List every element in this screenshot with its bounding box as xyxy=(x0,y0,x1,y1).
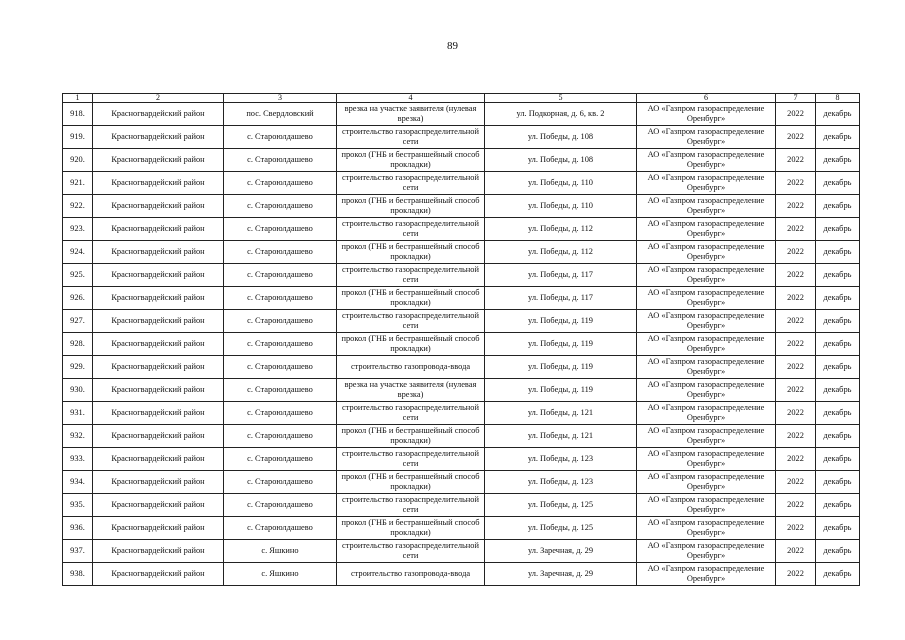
table-row xyxy=(63,195,860,218)
month-cell: декабрь xyxy=(816,126,860,149)
year-cell: 2022 xyxy=(776,402,816,425)
table-row xyxy=(63,310,860,333)
month-cell: декабрь xyxy=(816,517,860,540)
row-number: 919. xyxy=(63,126,93,149)
row-number: 934. xyxy=(63,471,93,494)
company-cell: АО «Газпром газораспределение Оренбург» xyxy=(637,149,776,172)
locality-cell: с. Староюлдашево xyxy=(224,517,337,540)
address-cell: ул. Победы, д. 108 xyxy=(485,126,637,149)
month-cell: декабрь xyxy=(816,172,860,195)
company-cell: АО «Газпром газораспределение Оренбург» xyxy=(637,379,776,402)
year-cell: 2022 xyxy=(776,287,816,310)
row-number: 936. xyxy=(63,517,93,540)
district-cell: Красногвардейский район xyxy=(93,540,224,563)
locality-cell: с. Яшкино xyxy=(224,540,337,563)
table-row xyxy=(63,241,860,264)
work-type-cell: прокол (ГНБ и бестраншейный способ прокладки) xyxy=(337,287,485,310)
address-cell: ул. Победы, д. 112 xyxy=(485,241,637,264)
year-cell: 2022 xyxy=(776,517,816,540)
month-cell: декабрь xyxy=(816,287,860,310)
year-cell: 2022 xyxy=(776,379,816,402)
row-number: 932. xyxy=(63,425,93,448)
locality-cell: с. Староюлдашево xyxy=(224,172,337,195)
work-type-cell: строительство газораспределительной сети xyxy=(337,494,485,517)
year-cell: 2022 xyxy=(776,425,816,448)
work-type-cell: врезка на участке заявителя (нулевая врезка) xyxy=(337,379,485,402)
year-cell: 2022 xyxy=(776,264,816,287)
address-cell: ул. Победы, д. 123 xyxy=(485,471,637,494)
year-cell: 2022 xyxy=(776,540,816,563)
table-row xyxy=(63,218,860,241)
district-cell: Красногвардейский район xyxy=(93,195,224,218)
table-row xyxy=(63,517,860,540)
month-cell: декабрь xyxy=(816,195,860,218)
district-cell: Красногвардейский район xyxy=(93,103,224,126)
address-cell: ул. Победы, д. 112 xyxy=(485,218,637,241)
row-number: 923. xyxy=(63,218,93,241)
row-number: 925. xyxy=(63,264,93,287)
work-type-cell: прокол (ГНБ и бестраншейный способ прокладки) xyxy=(337,241,485,264)
row-number: 924. xyxy=(63,241,93,264)
district-cell: Красногвардейский район xyxy=(93,287,224,310)
month-cell: декабрь xyxy=(816,310,860,333)
district-cell: Красногвардейский район xyxy=(93,172,224,195)
column-number: 1 xyxy=(63,94,93,103)
column-number: 7 xyxy=(776,94,816,103)
company-cell: АО «Газпром газораспределение Оренбург» xyxy=(637,471,776,494)
address-cell: ул. Победы, д. 119 xyxy=(485,379,637,402)
year-cell: 2022 xyxy=(776,333,816,356)
address-cell: ул. Заречная, д. 29 xyxy=(485,563,637,586)
work-type-cell: прокол (ГНБ и бестраншейный способ прокладки) xyxy=(337,517,485,540)
district-cell: Красногвардейский район xyxy=(93,264,224,287)
work-type-cell: строительство газораспределительной сети xyxy=(337,402,485,425)
year-cell: 2022 xyxy=(776,241,816,264)
district-cell: Красногвардейский район xyxy=(93,563,224,586)
row-number: 933. xyxy=(63,448,93,471)
year-cell: 2022 xyxy=(776,563,816,586)
table-row xyxy=(63,333,860,356)
company-cell: АО «Газпром газораспределение Оренбург» xyxy=(637,563,776,586)
month-cell: декабрь xyxy=(816,356,860,379)
month-cell: декабрь xyxy=(816,379,860,402)
address-cell: ул. Победы, д. 119 xyxy=(485,333,637,356)
work-type-cell: строительство газопровода-ввода xyxy=(337,563,485,586)
address-cell: ул. Победы, д. 125 xyxy=(485,494,637,517)
address-cell: ул. Победы, д. 108 xyxy=(485,149,637,172)
year-cell: 2022 xyxy=(776,149,816,172)
locality-cell: с. Староюлдашево xyxy=(224,402,337,425)
company-cell: АО «Газпром газораспределение Оренбург» xyxy=(637,448,776,471)
row-number: 930. xyxy=(63,379,93,402)
year-cell: 2022 xyxy=(776,310,816,333)
district-cell: Красногвардейский район xyxy=(93,425,224,448)
company-cell: АО «Газпром газораспределение Оренбург» xyxy=(637,494,776,517)
district-cell: Красногвардейский район xyxy=(93,356,224,379)
table-row xyxy=(63,172,860,195)
locality-cell: с. Староюлдашево xyxy=(224,149,337,172)
table-row xyxy=(63,356,860,379)
column-number: 2 xyxy=(93,94,224,103)
month-cell: декабрь xyxy=(816,471,860,494)
table-row xyxy=(63,149,860,172)
column-number-row xyxy=(63,94,860,103)
work-type-cell: строительство газораспределительной сети xyxy=(337,126,485,149)
company-cell: АО «Газпром газораспределение Оренбург» xyxy=(637,402,776,425)
district-cell: Красногвардейский район xyxy=(93,379,224,402)
district-cell: Красногвардейский район xyxy=(93,126,224,149)
company-cell: АО «Газпром газораспределение Оренбург» xyxy=(637,264,776,287)
company-cell: АО «Газпром газораспределение Оренбург» xyxy=(637,195,776,218)
locality-cell: с. Староюлдашево xyxy=(224,356,337,379)
month-cell: декабрь xyxy=(816,218,860,241)
row-number: 922. xyxy=(63,195,93,218)
company-cell: АО «Газпром газораспределение Оренбург» xyxy=(637,310,776,333)
column-number: 8 xyxy=(816,94,860,103)
year-cell: 2022 xyxy=(776,103,816,126)
company-cell: АО «Газпром газораспределение Оренбург» xyxy=(637,241,776,264)
month-cell: декабрь xyxy=(816,448,860,471)
work-type-cell: прокол (ГНБ и бестраншейный способ прокладки) xyxy=(337,333,485,356)
address-cell: ул. Победы, д. 121 xyxy=(485,425,637,448)
company-cell: АО «Газпром газораспределение Оренбург» xyxy=(637,425,776,448)
row-number: 931. xyxy=(63,402,93,425)
work-type-cell: строительство газораспределительной сети xyxy=(337,264,485,287)
table-row xyxy=(63,287,860,310)
locality-cell: с. Староюлдашево xyxy=(224,425,337,448)
address-cell: ул. Победы, д. 123 xyxy=(485,448,637,471)
district-cell: Красногвардейский район xyxy=(93,310,224,333)
district-cell: Красногвардейский район xyxy=(93,471,224,494)
locality-cell: с. Староюлдашево xyxy=(224,333,337,356)
work-type-cell: прокол (ГНБ и бестраншейный способ прокладки) xyxy=(337,425,485,448)
table-row xyxy=(63,402,860,425)
locality-cell: с. Староюлдашево xyxy=(224,287,337,310)
district-cell: Красногвардейский район xyxy=(93,448,224,471)
company-cell: АО «Газпром газораспределение Оренбург» xyxy=(637,218,776,241)
row-number: 918. xyxy=(63,103,93,126)
month-cell: декабрь xyxy=(816,333,860,356)
district-cell: Красногвардейский район xyxy=(93,517,224,540)
locality-cell: с. Староюлдашево xyxy=(224,448,337,471)
month-cell: декабрь xyxy=(816,103,860,126)
work-type-cell: строительство газораспределительной сети xyxy=(337,172,485,195)
company-cell: АО «Газпром газораспределение Оренбург» xyxy=(637,540,776,563)
locality-cell: пос. Свердловский xyxy=(224,103,337,126)
year-cell: 2022 xyxy=(776,448,816,471)
locality-cell: с. Староюлдашево xyxy=(224,471,337,494)
registry-rows xyxy=(63,103,860,586)
table-row xyxy=(63,103,860,126)
month-cell: декабрь xyxy=(816,425,860,448)
work-type-cell: строительство газораспределительной сети xyxy=(337,540,485,563)
year-cell: 2022 xyxy=(776,218,816,241)
address-cell: ул. Победы, д. 117 xyxy=(485,264,637,287)
company-cell: АО «Газпром газораспределение Оренбург» xyxy=(637,356,776,379)
row-number: 928. xyxy=(63,333,93,356)
district-cell: Красногвардейский район xyxy=(93,494,224,517)
table-row xyxy=(63,540,860,563)
table-row xyxy=(63,126,860,149)
address-cell: ул. Победы, д. 121 xyxy=(485,402,637,425)
column-number: 4 xyxy=(337,94,485,103)
company-cell: АО «Газпром газораспределение Оренбург» xyxy=(637,172,776,195)
address-cell: ул. Победы, д. 125 xyxy=(485,517,637,540)
district-cell: Красногвардейский район xyxy=(93,218,224,241)
work-type-cell: строительство газораспределительной сети xyxy=(337,218,485,241)
company-cell: АО «Газпром газораспределение Оренбург» xyxy=(637,287,776,310)
row-number: 929. xyxy=(63,356,93,379)
row-number: 926. xyxy=(63,287,93,310)
year-cell: 2022 xyxy=(776,471,816,494)
column-number: 3 xyxy=(224,94,337,103)
district-cell: Красногвардейский район xyxy=(93,402,224,425)
locality-cell: с. Яшкино xyxy=(224,563,337,586)
locality-cell: с. Староюлдашево xyxy=(224,195,337,218)
work-type-cell: строительство газораспределительной сети xyxy=(337,310,485,333)
month-cell: декабрь xyxy=(816,241,860,264)
work-type-cell: врезка на участке заявителя (нулевая врезка) xyxy=(337,103,485,126)
row-number: 927. xyxy=(63,310,93,333)
address-cell: ул. Заречная, д. 29 xyxy=(485,540,637,563)
locality-cell: с. Староюлдашево xyxy=(224,494,337,517)
table-row xyxy=(63,379,860,402)
work-type-cell: прокол (ГНБ и бестраншейный способ прокладки) xyxy=(337,471,485,494)
year-cell: 2022 xyxy=(776,126,816,149)
address-cell: ул. Победы, д. 119 xyxy=(485,310,637,333)
district-cell: Красногвардейский район xyxy=(93,149,224,172)
row-number: 921. xyxy=(63,172,93,195)
company-cell: АО «Газпром газораспределение Оренбург» xyxy=(637,126,776,149)
month-cell: декабрь xyxy=(816,402,860,425)
month-cell: декабрь xyxy=(816,494,860,517)
table-row xyxy=(63,448,860,471)
month-cell: декабрь xyxy=(816,563,860,586)
year-cell: 2022 xyxy=(776,494,816,517)
locality-cell: с. Староюлдашево xyxy=(224,379,337,402)
company-cell: АО «Газпром газораспределение Оренбург» xyxy=(637,103,776,126)
registry-table xyxy=(62,93,860,586)
locality-cell: с. Староюлдашево xyxy=(224,126,337,149)
row-number: 937. xyxy=(63,540,93,563)
month-cell: декабрь xyxy=(816,264,860,287)
page-number: 89 xyxy=(447,40,458,52)
month-cell: декабрь xyxy=(816,149,860,172)
locality-cell: с. Староюлдашево xyxy=(224,218,337,241)
address-cell: ул. Подкорная, д. 6, кв. 2 xyxy=(485,103,637,126)
address-cell: ул. Победы, д. 110 xyxy=(485,172,637,195)
address-cell: ул. Победы, д. 110 xyxy=(485,195,637,218)
row-number: 935. xyxy=(63,494,93,517)
work-type-cell: прокол (ГНБ и бестраншейный способ прокладки) xyxy=(337,195,485,218)
row-number: 920. xyxy=(63,149,93,172)
year-cell: 2022 xyxy=(776,195,816,218)
company-cell: АО «Газпром газораспределение Оренбург» xyxy=(637,517,776,540)
table-row xyxy=(63,494,860,517)
table-row xyxy=(63,563,860,586)
work-type-cell: строительство газораспределительной сети xyxy=(337,448,485,471)
work-type-cell: прокол (ГНБ и бестраншейный способ прокладки) xyxy=(337,149,485,172)
locality-cell: с. Староюлдашево xyxy=(224,310,337,333)
address-cell: ул. Победы, д. 117 xyxy=(485,287,637,310)
district-cell: Красногвардейский район xyxy=(93,241,224,264)
year-cell: 2022 xyxy=(776,356,816,379)
column-number: 6 xyxy=(637,94,776,103)
month-cell: декабрь xyxy=(816,540,860,563)
district-cell: Красногвардейский район xyxy=(93,333,224,356)
year-cell: 2022 xyxy=(776,172,816,195)
company-cell: АО «Газпром газораспределение Оренбург» xyxy=(637,333,776,356)
row-number: 938. xyxy=(63,563,93,586)
locality-cell: с. Староюлдашево xyxy=(224,264,337,287)
table-row xyxy=(63,471,860,494)
column-number: 5 xyxy=(485,94,637,103)
address-cell: ул. Победы, д. 119 xyxy=(485,356,637,379)
table-row xyxy=(63,425,860,448)
locality-cell: с. Староюлдашево xyxy=(224,241,337,264)
table-row xyxy=(63,264,860,287)
work-type-cell: строительство газопровода-ввода xyxy=(337,356,485,379)
